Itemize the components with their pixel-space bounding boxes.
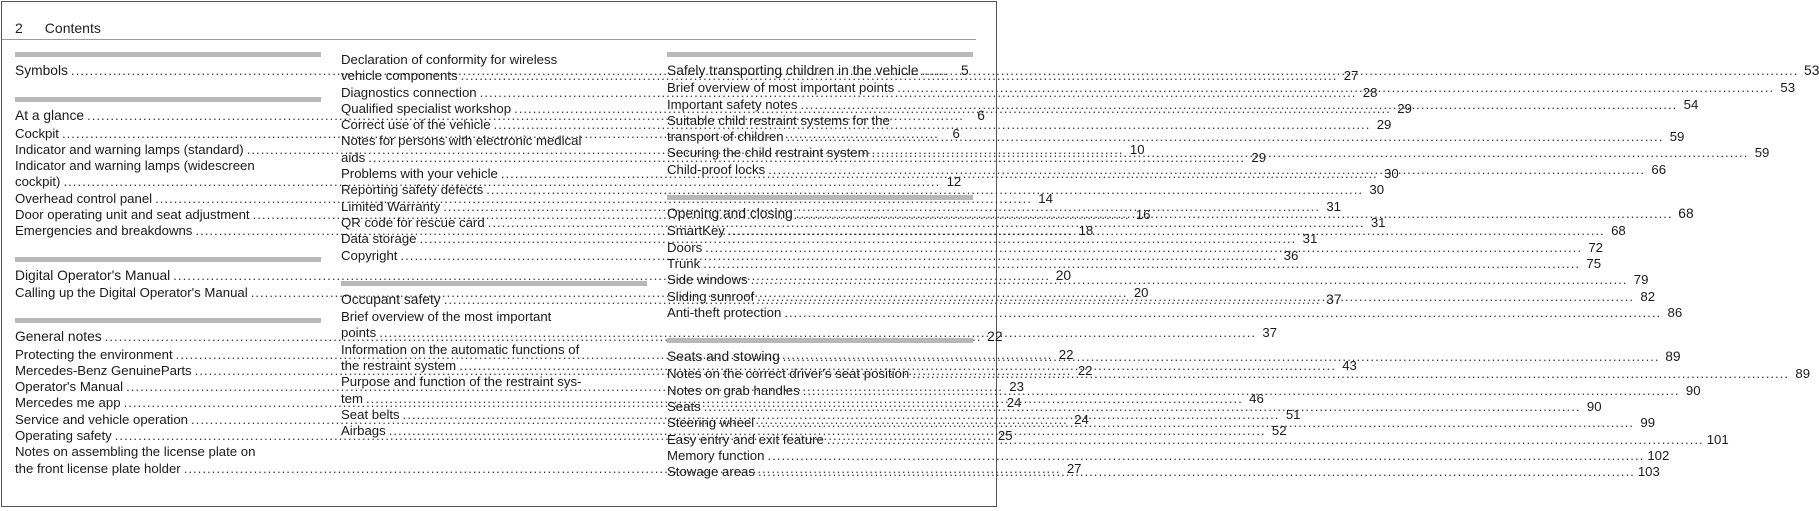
dot-leader (827, 432, 1704, 448)
section-heading-text: At a glance (15, 108, 85, 124)
entry-title-line: Trunk (667, 255, 701, 271)
entry-title-line: vehicle components (341, 68, 458, 84)
entry-page-number: 102 (1647, 447, 1670, 463)
entry-title-line: Seat belts (341, 406, 400, 422)
entry-title-line: cockpit) (15, 174, 61, 190)
dot-leader (757, 289, 1634, 305)
entry-page-number: 29 (1251, 149, 1267, 165)
page-header (15, 20, 101, 36)
entry-page-number: 24 (1074, 411, 1089, 427)
entry-page-number: 18 (1078, 223, 1094, 239)
section-page-number: 5 (961, 63, 969, 78)
entry-page-number: 51 (1285, 406, 1301, 422)
entry-title-line: Indicator and warning lamps (widescreen (15, 158, 255, 174)
entry-title-line: Doors (667, 239, 703, 255)
entry-page-number: 29 (1397, 100, 1412, 116)
entry-page-number: 52 (1271, 423, 1287, 439)
section-gap (15, 80, 321, 97)
entry-page-number: 22 (1058, 346, 1074, 362)
entry-title-line: Brief overview of most important points (667, 80, 895, 96)
entry-page-number: 79 (1633, 272, 1649, 288)
section-page-number: 22 (987, 329, 1003, 345)
entry-title-line: Operating safety (15, 428, 112, 444)
entry-title-line: points (341, 325, 377, 341)
section-page-number: 20 (1055, 267, 1072, 283)
entry-title-line: Correct use of the vehicle (341, 117, 491, 133)
entry-title-line: Reporting safety defects (341, 182, 484, 198)
entry-title-line: Important safety notes (667, 96, 798, 112)
toc-entry[interactable] (667, 304, 1683, 321)
dot-leader (787, 129, 1664, 145)
entry-page-number: 75 (1586, 255, 1602, 271)
toc-entry[interactable] (667, 447, 1670, 464)
entry-title-line: Diagnostics connection (341, 84, 477, 100)
entry-page-number: 54 (1683, 96, 1699, 112)
section-page-number: 37 (1326, 291, 1342, 307)
entry-page-number: 31 (1326, 198, 1342, 214)
entry-page-number: 82 (1640, 288, 1656, 304)
entry-page-number: 27 (1343, 68, 1359, 84)
entry-title-line: Stowage areas (667, 464, 755, 480)
entry-page-number: 30 (1384, 166, 1399, 182)
section-heading-text: Digital Operator's Manual (15, 267, 171, 283)
entry-title-line: Copyright (341, 247, 398, 263)
entry-page-number: 16 (1135, 207, 1151, 223)
entry-title-line: Protecting the environment (15, 346, 173, 362)
dot-leader (767, 448, 1644, 464)
entry-page-number: 68 (1611, 223, 1626, 239)
manual-page (1, 1, 1819, 507)
toc-entry-row (667, 304, 1683, 321)
entry-page-number: 103 (1637, 464, 1660, 480)
toc-entry-row (667, 129, 1685, 145)
section-page-number: 89 (1665, 349, 1681, 365)
entry-page-number: 12 (946, 174, 962, 190)
section-gap (667, 178, 973, 195)
entry-page-number: 90 (1586, 399, 1602, 415)
section-page-number: 6 (977, 108, 985, 124)
entry-title-line: Memory function (667, 447, 765, 463)
dot-leader (757, 415, 1634, 431)
entry-title-line: aids (341, 149, 366, 165)
entry-title-line: Purpose and function of the restraint sys- (341, 374, 582, 390)
entry-page-number: 14 (1038, 190, 1053, 206)
dot-leader (800, 97, 1677, 113)
entry-page-number: 53 (1780, 80, 1796, 96)
entry-title-line: Operator's Manual (15, 379, 124, 395)
entry-title-line: Data storage (341, 231, 417, 247)
dot-leader (897, 80, 1774, 96)
entry-page-number: 20 (1133, 284, 1149, 300)
entry-title-line: Suitable child restraint systems for the (667, 112, 890, 128)
entry-title-line: tem (341, 390, 363, 406)
entry-page-number: 72 (1588, 239, 1604, 255)
entry-page-number: 89 (1795, 366, 1811, 382)
entry-page-number: 30 (1369, 182, 1385, 198)
entry-page-number: 10 (1129, 141, 1145, 157)
entry-title-line: Notes on assembling the license plate on (15, 444, 256, 460)
entry-title-line: Airbags (341, 423, 386, 439)
page-number: 2 (15, 20, 23, 36)
entry-title-line: Calling up the Digital Operator's Manual (15, 284, 248, 300)
entry-title-line: Notes on the correct driver's seat position (667, 366, 910, 382)
section-heading-text: Symbols (15, 63, 68, 78)
dot-leader (796, 206, 1673, 222)
entry-title-line: Anti-theft protection (667, 304, 782, 320)
entry-page-number: 31 (1370, 214, 1386, 230)
entry-title-line: Seats (667, 399, 701, 415)
entry-page-number: 66 (1651, 161, 1667, 177)
dot-leader (751, 272, 1628, 288)
entry-title-line: Cockpit (15, 125, 59, 141)
entry-page-number: 23 (1009, 379, 1024, 395)
entry-page-number: 101 (1706, 431, 1729, 447)
entry-title-line: Indicator and warning lamps (standard) (15, 141, 244, 157)
section-heading-text: General notes (15, 329, 102, 345)
entry-title-line: Qualified specialist workshop (341, 100, 512, 116)
dot-leader (728, 223, 1605, 239)
entry-page-number: 29 (1376, 117, 1392, 133)
entry-title-line: Problems with your vehicle (341, 166, 498, 182)
entry-title-line: the front license plate holder (15, 460, 181, 476)
section-gap (15, 240, 321, 257)
entry-page-number: 43 (1342, 358, 1357, 374)
entry-title-line: Mercedes me app (15, 395, 121, 411)
section-gap (667, 321, 973, 338)
entry-title-line: Child-proof locks (667, 161, 766, 177)
entry-title-line: Declaration of conformity for wireless (341, 52, 558, 67)
entry-page-number: 6 (952, 125, 960, 141)
section-page-number: 53 (1804, 63, 1819, 78)
entry-page-number: 24 (1006, 395, 1022, 411)
entry-title-line: Brief overview of the most important (341, 309, 552, 325)
entry-title-line: Securing the child restraint system (667, 145, 869, 161)
section-gap (341, 264, 647, 281)
entry-page-number: 99 (1640, 415, 1656, 431)
dot-leader (784, 305, 1661, 321)
entry-title-line: Information on the automatic functions of (341, 341, 580, 357)
dot-leader (872, 145, 1749, 161)
entry-title-line: Door operating unit and seat adjustment (15, 207, 250, 223)
entry-page-number: 25 (997, 428, 1013, 444)
dot-leader (703, 256, 1580, 272)
section-heading-text: Occupant safety (341, 291, 441, 307)
entry-page-number: 90 (1685, 382, 1701, 398)
section-heading-text: Seats and stowing (667, 349, 780, 365)
dot-leader (912, 366, 1789, 382)
entry-title-line: Sliding sunroof (667, 288, 755, 304)
entry-title-line: transport of children (667, 129, 784, 145)
entry-title-line: Easy entry and exit feature (667, 431, 824, 447)
dot-leader (704, 399, 1581, 415)
header-rule (2, 39, 976, 40)
entry-title-line: Mercedes-Benz GenuineParts (15, 362, 192, 378)
page-title: Contents (44, 20, 101, 36)
entry-page-number: 46 (1249, 390, 1264, 406)
entry-page-number: 22 (1077, 362, 1093, 378)
entry-title-line: the restraint system (341, 358, 457, 374)
entry-title-line: Emergencies and breakdowns (15, 223, 193, 239)
entry-page-number: 31 (1302, 231, 1318, 247)
entry-page-number: 36 (1283, 247, 1299, 263)
dot-leader (758, 464, 1635, 480)
entry-title-line: Steering wheel (667, 415, 755, 431)
dot-leader (803, 383, 1680, 399)
entry-title-line: Limited Warranty (341, 198, 441, 214)
entry-title-line: SmartKey (667, 223, 725, 239)
dot-leader (705, 240, 1582, 256)
dot-leader (783, 346, 1660, 365)
dot-leader (922, 63, 1799, 79)
entry-page-number: 59 (1754, 145, 1770, 161)
entry-title-line: Side windows (667, 272, 748, 288)
section-gap (15, 301, 321, 318)
entry-page-number: 37 (1262, 325, 1278, 341)
dot-leader (768, 162, 1645, 178)
section-page-number: 68 (1678, 206, 1694, 222)
entry-page-number: 28 (1362, 84, 1378, 100)
entry-title-line: Overhead control panel (15, 190, 153, 206)
entry-title-line: Service and vehicle operation (15, 411, 189, 427)
entry-title-line: Notes on grab handles (667, 382, 800, 398)
entry-page-number: 27 (1066, 460, 1082, 476)
toc-entry-row (667, 447, 1670, 464)
entry-title-line: Notes for persons with electronic medical (341, 133, 582, 149)
entry-title-line: QR code for rescue card (341, 214, 485, 230)
entry-page-number: 59 (1669, 129, 1685, 145)
entry-page-number: 86 (1667, 304, 1683, 320)
section-heading-text: Opening and closing (667, 206, 793, 222)
section-heading-text: Safely transporting children in the vehicle (667, 63, 919, 78)
